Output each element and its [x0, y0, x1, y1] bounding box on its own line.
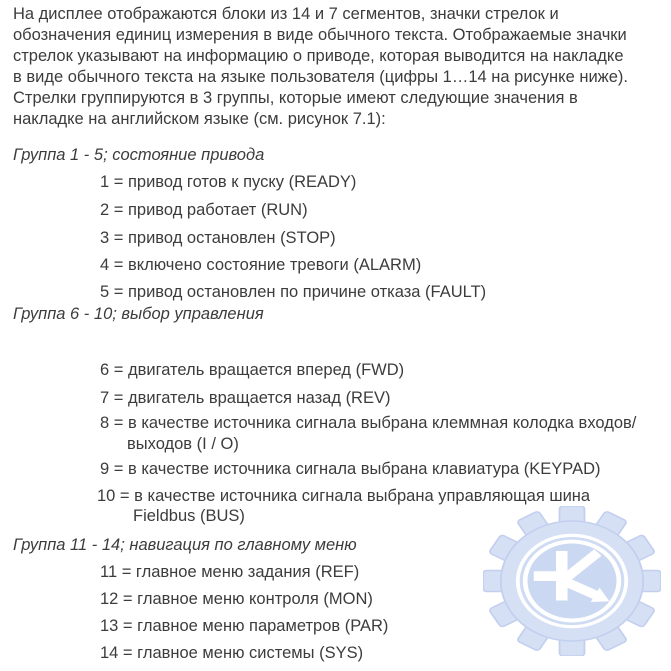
group-2-heading: Группа 6 - 10; выбор управления	[13, 305, 264, 323]
list-item: 11 = главное меню задания (REF)	[100, 563, 360, 581]
list-item: 6 = двигатель вращается вперед (FWD)	[100, 361, 405, 379]
list-item-continuation: выходов (I / O)	[127, 435, 239, 453]
gear-k-watermark-icon	[483, 506, 661, 656]
list-item: 1 = привод готов к пуску (READY)	[100, 173, 357, 191]
intro-line: в виде обычного текста на языке пользователя (цифры 1…14 на рисунке ниже).	[13, 68, 628, 86]
list-item: 9 = в качестве источника сигнала выбрана клавиатура (KEYPAD)	[100, 460, 601, 478]
intro-line: накладке на английском языке (см. рисунок 7.1):	[13, 110, 386, 128]
list-item: 5 = привод остановлен по причине отказа (FAULT)	[100, 283, 487, 301]
intro-line: обозначения единиц измерения в виде обычного текста. Отображаемые значки	[13, 26, 627, 44]
list-item: 12 = главное меню контроля (MON)	[100, 590, 373, 608]
intro-line: На дисплее отображаются блоки из 14 и 7 сегментов, значки стрелок и	[13, 5, 559, 23]
list-item: 14 = главное меню системы (SYS)	[100, 644, 364, 662]
intro-line: стрелок указывают на информацию о приводе, которая выводится на накладке	[13, 47, 624, 65]
group-1-heading: Группа 1 - 5; состояние привода	[13, 146, 265, 164]
intro-line: Стрелки группируются в 3 группы, которые имеют следующие значения в	[13, 89, 578, 107]
list-item: 7 = двигатель вращается назад (REV)	[100, 389, 391, 407]
list-item: 8 = в качестве источника сигнала выбрана клеммная колодка входов/	[100, 414, 637, 432]
group-3-heading: Группа 11 - 14; навигация по главному меню	[13, 536, 357, 554]
list-item: 13 = главное меню параметров (PAR)	[100, 617, 389, 635]
list-item: 10 = в качестве источника сигнала выбрана управляющая шина	[97, 487, 591, 505]
list-item-continuation: Fieldbus (BUS)	[133, 507, 245, 525]
list-item: 3 = привод остановлен (STOP)	[100, 229, 336, 247]
list-item: 4 = включено состояние тревоги (ALARM)	[100, 256, 422, 274]
list-item: 2 = привод работает (RUN)	[100, 201, 308, 219]
